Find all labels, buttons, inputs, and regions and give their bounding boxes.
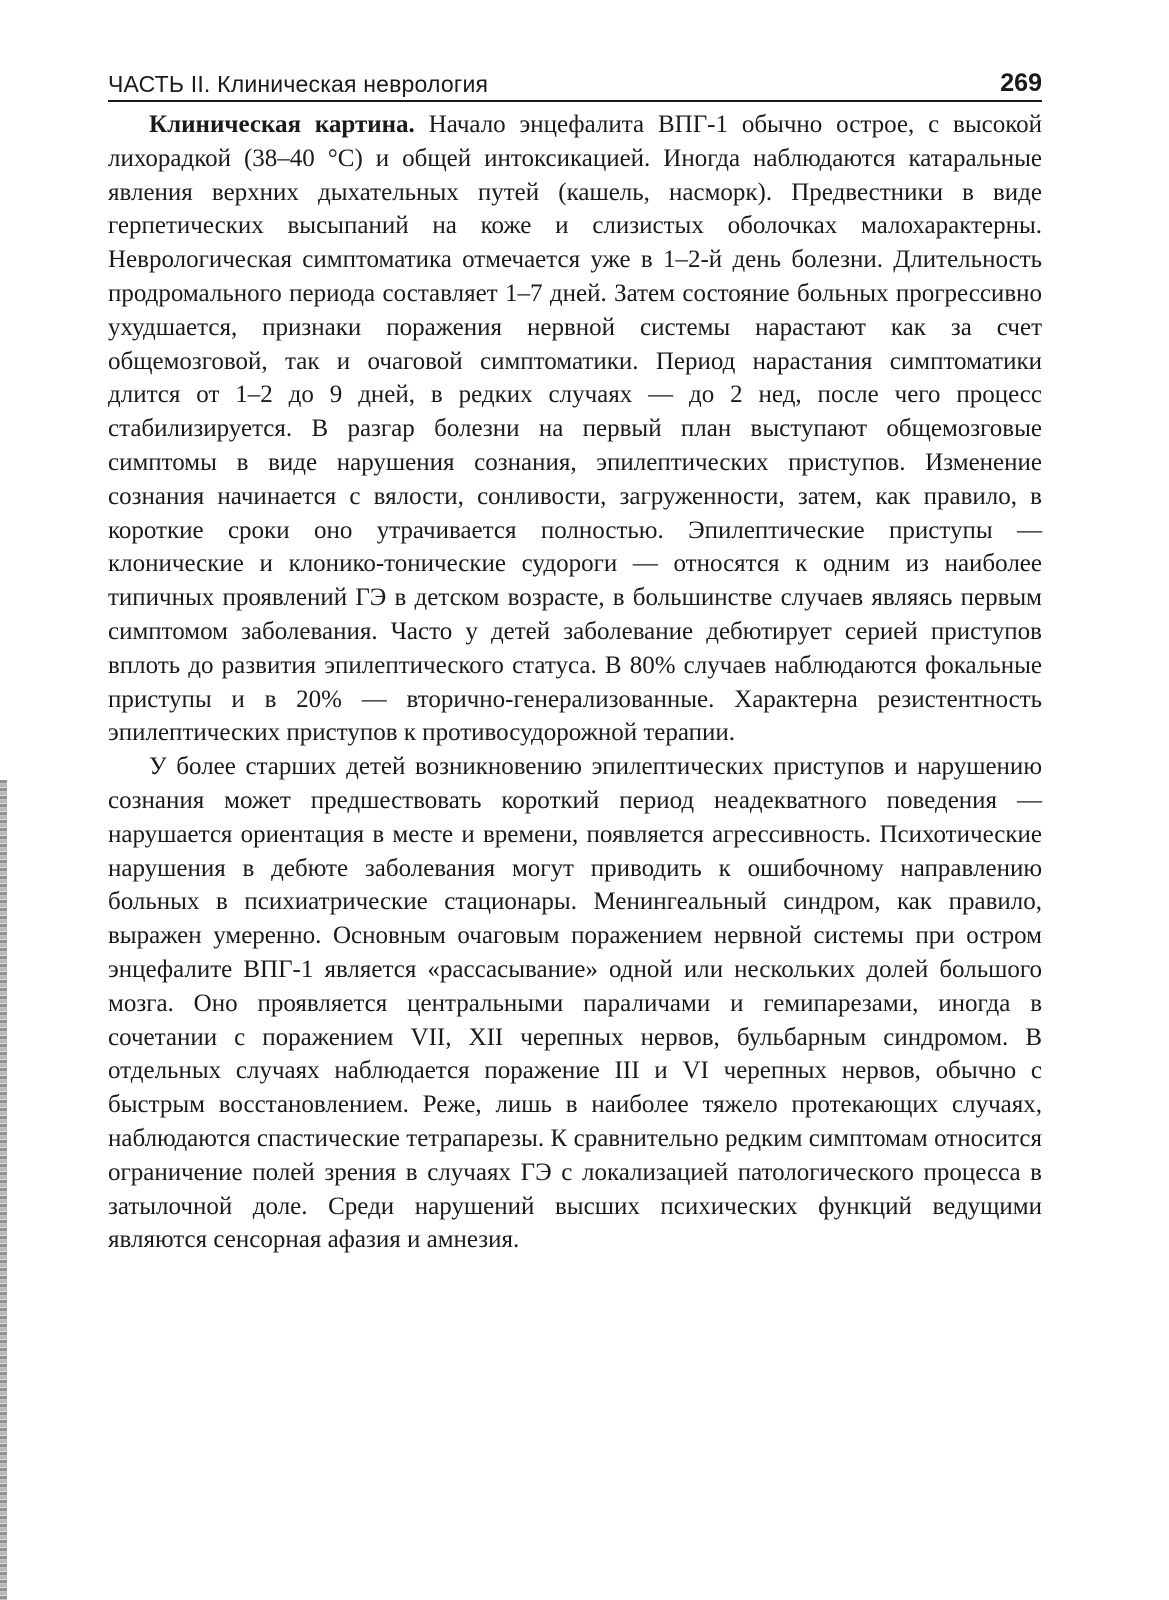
section-title: ЧАСТЬ II. Клиническая неврология [108,71,489,97]
paragraph-text: Начало энцефалита ВПГ-1 обычно острое, с высокой лихорадкой (38–40 °С) и общей интоксикацией. Иногда наблюдаются катаральные явления верхних дыхательных путей (кашель, насморк). Предвестники в виде герпетических высыпаний на коже и слизистых оболочках малохарактерны. Неврологическая симптоматика отмечается уже в 1–2-й день болезни. Длительность продромального периода составляет 1–7 дней. Затем состояние больных прогрессивно ухудшается, признаки поражения нервной системы нарастают как за счет общемозговой, так и очаговой симптоматики. Период нарастания симптоматики длится от 1–2 до 9 дней, в редких случаях — до 2 нед, после чего процесс стабилизируется. В разгар болезни на первый план выступают общемозговые симптомы в виде нарушения сознания, эпилептических приступов. Изменение сознания начинается с вялости, сонливости, загруженности, затем, как правило, в короткие сроки оно утрачивается полностью. Эпилептические приступы — клонические и клонико-тонические судороги — относятся к одним из наиболее типичных проявлений ГЭ в детском возрасте, в большинстве случаев являясь первым симптомом заболевания. Часто у детей заболевание дебютирует серией приступов вплоть до развития эпилептического статуса. В 80% случаев наблюдаются фокальные приступы и в 20% — вторично-генерализованные. Характерна резистентность эпилептических приступов к противосудорожной терапии. [108,111,1042,747]
scan-edge-artifact [0,780,7,1600]
paragraph-lead-heading: Клиническая картина. [149,111,415,138]
book-page [108,68,1042,1257]
body-text [108,108,1042,1257]
paragraph-older-children: У более старших детей возникновению эпилептических приступов и нарушению сознания может предшествовать короткий период неадекватного поведения — нарушается ориентация в месте и времени, появляется агрессивность. Психотические нарушения в дебюте заболевания могут приводить к ошибочному направлению больных в психиатрические стационары. Менингеальный синдром, как правило, выражен умеренно. Основным очаговым поражением нервной системы при остром энцефалите ВПГ-1 является «рассасывание» одной или нескольких долей большого мозга. Оно проявляется центральными параличами и гемипарезами, иногда в сочетании с поражением VII, XII черепных нервов, бульбарным синдромом. В отдельных случаях наблюдается поражение III и VI черепных нервов, обычно с быстрым восстановлением. Реже, лишь в наиболее тяжело протекающих случаях, наблюдаются спастические тетрапарезы. К сравнительно редким симптомам относится ограничение полей зрения в случаях ГЭ с локализацией патологического процесса в затылочной доле. Среди нарушений высших психических функций ведущими являются сенсорная афазия и амнезия. [108,753,1042,1254]
paragraph-clinical-picture [108,108,1042,750]
running-header [108,68,1042,102]
page-number: 269 [1000,69,1042,97]
